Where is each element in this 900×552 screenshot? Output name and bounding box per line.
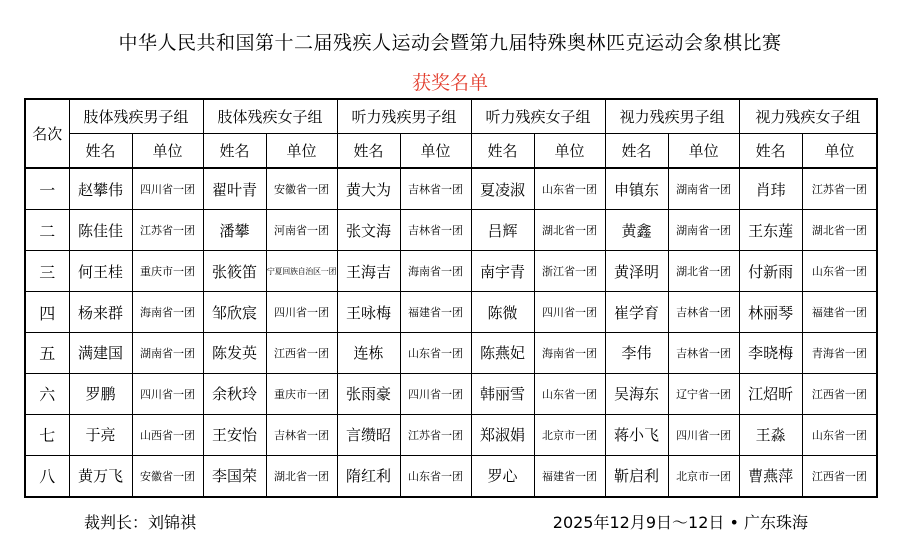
- athlete-name-cell: 张筱笛: [203, 251, 266, 292]
- athlete-name-cell: 申镇东: [605, 168, 668, 210]
- team-unit-cell: 山东省一团: [400, 455, 471, 497]
- unit-column-header: 单位: [266, 134, 337, 169]
- athlete-name-cell: 王咏梅: [337, 292, 400, 333]
- group-header: 肢体残疾男子组: [69, 99, 203, 134]
- athlete-name-cell: 李国荣: [203, 455, 266, 497]
- athlete-name-cell: 林丽琴: [739, 292, 802, 333]
- team-unit-cell: 海南省一团: [132, 292, 203, 333]
- team-unit-cell: 山东省一团: [802, 414, 877, 455]
- athlete-name-cell: 靳启利: [605, 455, 668, 497]
- team-unit-cell: 湖北省一团: [668, 251, 739, 292]
- page-title: 中华人民共和国第十二届残疾人运动会暨第九届特殊奥林匹克运动会象棋比赛: [118, 32, 782, 54]
- athlete-name-cell: 陈佳佳: [69, 210, 132, 251]
- athlete-name-cell: 言缵昭: [337, 414, 400, 455]
- table-row: [25, 210, 877, 251]
- athlete-name-cell: 黄万飞: [69, 455, 132, 497]
- athlete-name-cell: 吴海东: [605, 373, 668, 414]
- team-unit-cell: 山东省一团: [802, 251, 877, 292]
- athlete-name-cell: 崔学育: [605, 292, 668, 333]
- unit-column-header: 单位: [400, 134, 471, 169]
- athlete-name-cell: 张文海: [337, 210, 400, 251]
- group-header: 听力残疾男子组: [337, 99, 471, 134]
- team-unit-cell: 海南省一团: [534, 332, 605, 373]
- team-unit-cell: 四川省一团: [668, 414, 739, 455]
- team-unit-cell: 江苏省一团: [400, 414, 471, 455]
- athlete-name-cell: 王海吉: [337, 251, 400, 292]
- athlete-name-cell: 黄大为: [337, 168, 400, 210]
- table-row: [25, 168, 877, 210]
- athlete-name-cell: 陈发英: [203, 332, 266, 373]
- team-unit-cell: 山东省一团: [534, 168, 605, 210]
- rank-cell: 二: [25, 210, 69, 251]
- team-unit-cell: 福建省一团: [534, 455, 605, 497]
- team-unit-cell: 江西省一团: [266, 332, 337, 373]
- athlete-name-cell: 曹燕萍: [739, 455, 802, 497]
- rank-cell: 一: [25, 168, 69, 210]
- team-unit-cell: 湖北省一团: [534, 210, 605, 251]
- athlete-name-cell: 陈微: [471, 292, 534, 333]
- athlete-name-cell: 张雨豪: [337, 373, 400, 414]
- team-unit-cell: 湖南省一团: [132, 332, 203, 373]
- name-column-header: 姓名: [739, 134, 802, 169]
- athlete-name-cell: 满建国: [69, 332, 132, 373]
- athlete-name-cell: 南宇青: [471, 251, 534, 292]
- athlete-name-cell: 王淼: [739, 414, 802, 455]
- team-unit-cell: 北京市一团: [668, 455, 739, 497]
- group-header: 听力残疾女子组: [471, 99, 605, 134]
- results-table: [24, 98, 878, 498]
- athlete-name-cell: 郑淑娟: [471, 414, 534, 455]
- athlete-name-cell: 邹欣宸: [203, 292, 266, 333]
- unit-column-header: 单位: [132, 134, 203, 169]
- team-unit-cell: 湖南省一团: [668, 210, 739, 251]
- team-unit-cell: 四川省一团: [132, 373, 203, 414]
- name-column-header: 姓名: [605, 134, 668, 169]
- athlete-name-cell: 罗鹏: [69, 373, 132, 414]
- sub-header-row: [25, 134, 877, 169]
- group-header-row: [25, 99, 877, 134]
- team-unit-cell: 江西省一团: [802, 455, 877, 497]
- unit-column-header: 单位: [802, 134, 877, 169]
- team-unit-cell: 吉林省一团: [400, 168, 471, 210]
- athlete-name-cell: 李晓梅: [739, 332, 802, 373]
- team-unit-cell: 福建省一团: [400, 292, 471, 333]
- team-unit-cell: 福建省一团: [802, 292, 877, 333]
- athlete-name-cell: 黄泽明: [605, 251, 668, 292]
- athlete-name-cell: 罗心: [471, 455, 534, 497]
- athlete-name-cell: 肖玮: [739, 168, 802, 210]
- athlete-name-cell: 李伟: [605, 332, 668, 373]
- athlete-name-cell: 潘攀: [203, 210, 266, 251]
- athlete-name-cell: 翟叶青: [203, 168, 266, 210]
- athlete-name-cell: 王安怡: [203, 414, 266, 455]
- team-unit-cell: 湖北省一团: [802, 210, 877, 251]
- team-unit-cell: 吉林省一团: [668, 292, 739, 333]
- athlete-name-cell: 何王桂: [69, 251, 132, 292]
- rank-cell: 七: [25, 414, 69, 455]
- athlete-name-cell: 夏凌淑: [471, 168, 534, 210]
- athlete-name-cell: 杨来群: [69, 292, 132, 333]
- team-unit-cell: 山西省一团: [132, 414, 203, 455]
- team-unit-cell: 辽宁省一团: [668, 373, 739, 414]
- team-unit-cell: 四川省一团: [534, 292, 605, 333]
- team-unit-cell: 安徽省一团: [266, 168, 337, 210]
- team-unit-cell: 江苏省一团: [802, 168, 877, 210]
- rank-cell: 三: [25, 251, 69, 292]
- athlete-name-cell: 隋红利: [337, 455, 400, 497]
- table-row: [25, 414, 877, 455]
- team-unit-cell: 山东省一团: [534, 373, 605, 414]
- athlete-name-cell: 陈燕妃: [471, 332, 534, 373]
- rank-cell: 六: [25, 373, 69, 414]
- team-unit-cell: 青海省一团: [802, 332, 877, 373]
- group-header: 视力残疾女子组: [739, 99, 877, 134]
- athlete-name-cell: 余秋玲: [203, 373, 266, 414]
- table-row: [25, 251, 877, 292]
- team-unit-cell: 吉林省一团: [668, 332, 739, 373]
- name-column-header: 姓名: [203, 134, 266, 169]
- team-unit-cell: 河南省一团: [266, 210, 337, 251]
- athlete-name-cell: 连栋: [337, 332, 400, 373]
- athlete-name-cell: 吕辉: [471, 210, 534, 251]
- team-unit-cell: 江苏省一团: [132, 210, 203, 251]
- unit-column-header: 单位: [668, 134, 739, 169]
- team-unit-cell: 湖北省一团: [266, 455, 337, 497]
- rank-cell: 八: [25, 455, 69, 497]
- athlete-name-cell: 赵攀伟: [69, 168, 132, 210]
- team-unit-cell: 安徽省一团: [132, 455, 203, 497]
- page-subtitle: 获奖名单: [411, 72, 488, 94]
- team-unit-cell: 重庆市一团: [266, 373, 337, 414]
- rank-cell: 五: [25, 332, 69, 373]
- team-unit-cell: 宁夏回族自治区一团: [266, 251, 337, 292]
- name-column-header: 姓名: [337, 134, 400, 169]
- name-column-header: 姓名: [471, 134, 534, 169]
- team-unit-cell: 四川省一团: [400, 373, 471, 414]
- table-row: [25, 292, 877, 333]
- team-unit-cell: 吉林省一团: [400, 210, 471, 251]
- team-unit-cell: 江西省一团: [802, 373, 877, 414]
- table-row: [25, 332, 877, 373]
- name-column-header: 姓名: [69, 134, 132, 169]
- team-unit-cell: 湖南省一团: [668, 168, 739, 210]
- team-unit-cell: 四川省一团: [132, 168, 203, 210]
- athlete-name-cell: 江炤昕: [739, 373, 802, 414]
- rank-cell: 四: [25, 292, 69, 333]
- team-unit-cell: 海南省一团: [400, 251, 471, 292]
- team-unit-cell: 山东省一团: [400, 332, 471, 373]
- athlete-name-cell: 于亮: [69, 414, 132, 455]
- athlete-name-cell: 付新雨: [739, 251, 802, 292]
- group-header: 肢体残疾女子组: [203, 99, 337, 134]
- athlete-name-cell: 王东莲: [739, 210, 802, 251]
- table-row: [25, 373, 877, 414]
- referee-credit: 裁判长：刘锦祺: [84, 513, 197, 532]
- rank-column-header: 名次: [25, 99, 69, 168]
- athlete-name-cell: 韩丽雪: [471, 373, 534, 414]
- team-unit-cell: 重庆市一团: [132, 251, 203, 292]
- athlete-name-cell: 蒋小飞: [605, 414, 668, 455]
- group-header: 视力残疾男子组: [605, 99, 739, 134]
- athlete-name-cell: 黄鑫: [605, 210, 668, 251]
- table-row: [25, 455, 877, 497]
- team-unit-cell: 吉林省一团: [266, 414, 337, 455]
- team-unit-cell: 北京市一团: [534, 414, 605, 455]
- unit-column-header: 单位: [534, 134, 605, 169]
- team-unit-cell: 浙江省一团: [534, 251, 605, 292]
- team-unit-cell: 四川省一团: [266, 292, 337, 333]
- event-date-place: 2025年12月9日～12日 • 广东珠海: [552, 513, 808, 532]
